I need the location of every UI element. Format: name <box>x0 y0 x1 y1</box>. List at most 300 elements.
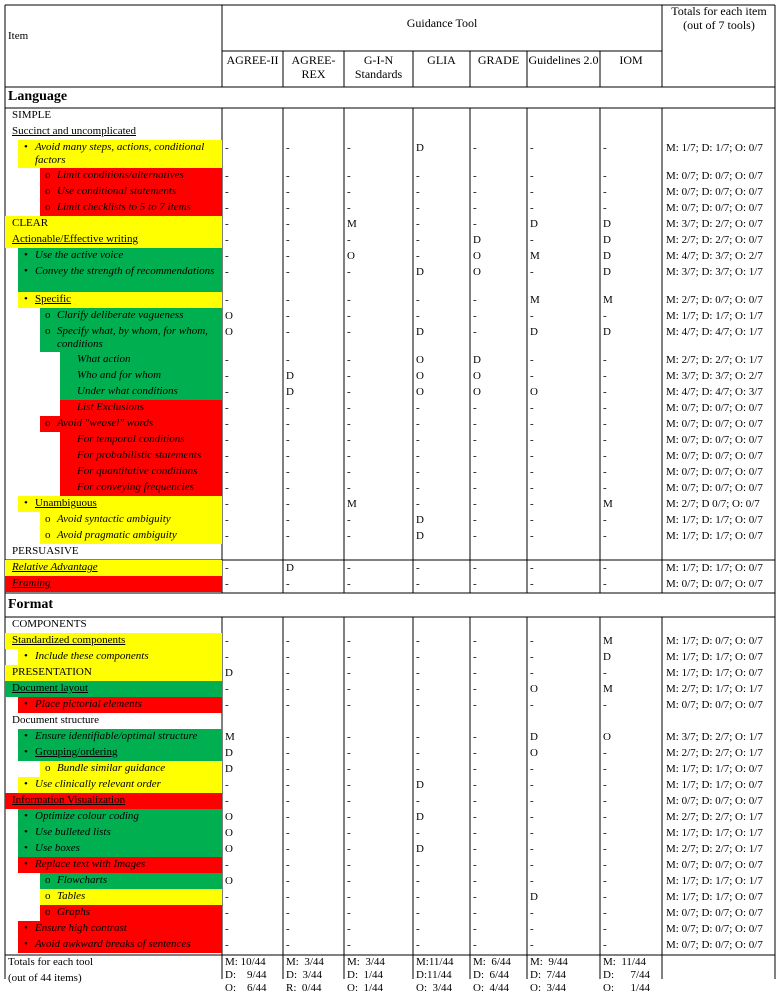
tool-value-cell: - <box>603 939 607 951</box>
tool-value-cell: - <box>286 651 290 663</box>
tool-value-cell: - <box>286 891 290 903</box>
tool-value-cell: - <box>286 402 290 414</box>
row-label: Flowcharts <box>57 874 108 886</box>
tool-value-cell: - <box>473 450 477 462</box>
tool-value-cell: - <box>530 843 534 855</box>
item-total-cell: M: 2/7; D: 2/7; O: 1/7 <box>666 811 763 823</box>
tool-value-cell: - <box>473 699 477 711</box>
tool-value-cell: - <box>603 891 607 903</box>
tool-value-cell: - <box>603 386 607 398</box>
tool-value-cell: - <box>347 907 351 919</box>
tool-value-cell <box>530 126 597 140</box>
tool-value-cell: - <box>347 795 351 807</box>
tool-value-cell: - <box>347 562 351 574</box>
item-total-cell: M: 1/7; D: 1/7; O: 0/7 <box>666 562 763 574</box>
tool-value-cell <box>347 546 410 560</box>
footer-label-sub: (out of 44 items) <box>8 972 82 984</box>
tool-value-cell: - <box>603 186 607 198</box>
tool-value-cell: - <box>603 747 607 759</box>
tool-value-cell: - <box>603 699 607 711</box>
item-total-cell: M: 1/7; D: 1/7; O: 1/7 <box>666 310 763 322</box>
tool-value-cell: - <box>603 578 607 590</box>
tool-value-cell <box>603 110 659 124</box>
tool-value-cell: - <box>286 450 290 462</box>
tool-value-cell: - <box>530 482 534 494</box>
tool-value-cell: - <box>473 907 477 919</box>
tool-total-line: M: 11/44 <box>603 956 646 968</box>
tool-value-cell: - <box>416 635 420 647</box>
tool-value-cell: - <box>416 482 420 494</box>
tool-value-cell: - <box>286 186 290 198</box>
tool-value-cell: - <box>347 186 351 198</box>
item-total-cell: M: 0/7; D: 0/7; O: 0/7 <box>666 186 763 198</box>
item-total-cell: M: 2/7; D: 2/7; O: 0/7 <box>666 234 763 246</box>
tool-value-cell: - <box>603 907 607 919</box>
tool-value-cell <box>603 126 659 140</box>
tool-value-cell: - <box>286 859 290 871</box>
item-total-cell: M: 1/7; D: 1/7; O: 0/7 <box>666 142 763 154</box>
tool-value-cell: - <box>603 402 607 414</box>
item-total-cell <box>666 546 774 560</box>
tool-value-cell: M <box>603 683 613 695</box>
tool-value-cell: - <box>473 562 477 574</box>
row-label: Avoid awkward breaks of sentences <box>35 938 191 950</box>
tool-value-cell <box>416 715 467 729</box>
item-total-cell: M: 0/7; D: 0/7; O: 0/7 <box>666 939 763 951</box>
tool-value-cell <box>286 126 341 140</box>
row-label: Document layout <box>12 682 89 694</box>
row-label: Clarify deliberate vagueness <box>57 309 184 321</box>
row-label: Grouping/ordering <box>35 746 118 758</box>
tool-value-cell: - <box>347 747 351 759</box>
tool-value-cell <box>286 546 341 560</box>
tool-value-cell: - <box>530 875 534 887</box>
bullet-icon: • <box>24 650 28 662</box>
tool-value-cell <box>416 110 467 124</box>
tool-value-cell: D <box>603 326 611 338</box>
tool-value-cell: - <box>603 827 607 839</box>
bullet-icon: • <box>24 826 28 838</box>
row-label: Avoid "weasel" words <box>57 417 154 429</box>
tool-header-3: GLIA <box>427 53 456 67</box>
row-label: Use boxes <box>35 842 80 854</box>
row-label: For temporal conditions <box>77 433 185 445</box>
tool-value-cell <box>603 619 659 633</box>
tool-value-cell: - <box>473 202 477 214</box>
tool-value-cell: - <box>416 699 420 711</box>
tool-value-cell <box>286 619 341 633</box>
tool-value-cell: - <box>603 530 607 542</box>
tool-value-cell: O <box>225 843 233 855</box>
tool-value-cell: - <box>347 482 351 494</box>
tool-value-cell: O <box>473 370 481 382</box>
tool-value-cell: O <box>473 266 481 278</box>
tool-value-cell: - <box>416 667 420 679</box>
tool-value-cell: - <box>603 779 607 791</box>
tool-value-cell: D <box>603 651 611 663</box>
tool-value-cell: - <box>473 578 477 590</box>
tool-value-cell: - <box>286 635 290 647</box>
tool-value-cell: - <box>286 923 290 935</box>
tool-value-cell: - <box>416 939 420 951</box>
bullet-icon: • <box>24 938 28 950</box>
tool-value-cell: - <box>347 170 351 182</box>
hollow-bullet-icon: o <box>45 890 51 902</box>
tool-value-cell: - <box>473 434 477 446</box>
tool-value-cell: - <box>347 667 351 679</box>
tool-value-cell: M <box>530 250 540 262</box>
tool-value-cell: - <box>225 939 229 951</box>
tool-value-cell: - <box>603 763 607 775</box>
tool-value-cell: D <box>416 779 424 791</box>
row-label: Optimize colour coding <box>35 810 139 822</box>
tool-value-cell: - <box>225 482 229 494</box>
tool-value-cell: D <box>416 843 424 855</box>
item-total-cell: M: 3/7; D: 3/7; O: 1/7 <box>666 266 763 278</box>
tool-value-cell: - <box>347 939 351 951</box>
item-total-cell: M: 2/7; D: 2/7; O: 1/7 <box>666 843 763 855</box>
tool-value-cell: O <box>416 354 424 366</box>
tool-value-cell <box>473 126 524 140</box>
item-total-cell <box>666 619 774 633</box>
tool-value-cell: - <box>530 434 534 446</box>
tool-value-cell: - <box>473 795 477 807</box>
tool-value-cell: D <box>473 354 481 366</box>
tool-value-cell: - <box>347 202 351 214</box>
tool-value-cell: - <box>473 923 477 935</box>
tool-value-cell: - <box>530 498 534 510</box>
tool-value-cell <box>530 619 597 633</box>
item-total-cell: M: 3/7; D: 2/7; O: 1/7 <box>666 731 763 743</box>
tool-value-cell: - <box>416 923 420 935</box>
tool-value-cell: D <box>416 811 424 823</box>
section-title-format: Format <box>8 598 54 612</box>
tool-value-cell: - <box>603 514 607 526</box>
tool-value-cell: - <box>603 482 607 494</box>
item-total-cell: M: 0/7; D: 0/7; O: 0/7 <box>666 202 763 214</box>
row-label: Under what conditions <box>77 385 178 397</box>
bullet-icon: • <box>24 922 28 934</box>
tool-value-cell: - <box>225 202 229 214</box>
tool-value-cell: - <box>416 450 420 462</box>
tool-value-cell: - <box>286 779 290 791</box>
tool-value-cell: - <box>416 651 420 663</box>
item-total-cell: M: 2/7; D 0/7; O: 0/7 <box>666 498 760 510</box>
tool-value-cell: - <box>530 514 534 526</box>
item-total-cell: M: 0/7; D: 0/7; O: 0/7 <box>666 402 763 414</box>
tool-value-cell <box>225 715 280 729</box>
tool-value-cell: O <box>225 875 233 887</box>
tool-header-1: AGREE-REX <box>291 53 336 81</box>
tool-value-cell: - <box>473 747 477 759</box>
tool-header-4: GRADE <box>477 53 520 67</box>
tool-value-cell: - <box>347 294 351 306</box>
tool-value-cell: - <box>286 294 290 306</box>
tool-value-cell: - <box>286 482 290 494</box>
item-total-cell: M: 4/7; D: 4/7; O: 3/7 <box>666 386 763 398</box>
tool-value-cell: - <box>347 923 351 935</box>
tool-value-cell: - <box>416 170 420 182</box>
tool-value-cell: D <box>603 250 611 262</box>
tool-header-2: G-I-N Standards <box>354 53 403 81</box>
item-total-cell: M: 1/7; D: 1/7; O: 0/7 <box>666 779 763 791</box>
hollow-bullet-icon: o <box>45 169 51 181</box>
tool-value-cell <box>416 546 467 560</box>
item-total-cell: M: 1/7; D: 0/7; O: 0/7 <box>666 635 763 647</box>
tool-value-cell: - <box>347 859 351 871</box>
bullet-icon: • <box>24 746 28 758</box>
tool-value-cell <box>473 546 524 560</box>
tool-value-cell: - <box>530 578 534 590</box>
tool-value-cell: - <box>473 683 477 695</box>
item-total-cell: M: 1/7; D: 1/7; O: 1/7 <box>666 875 763 887</box>
tool-value-cell: - <box>286 434 290 446</box>
tool-value-cell: - <box>347 530 351 542</box>
tool-value-cell: - <box>286 514 290 526</box>
tool-header-6: IOM <box>619 53 643 67</box>
item-total-cell: M: 0/7; D: 0/7; O: 0/7 <box>666 578 763 590</box>
tool-value-cell: - <box>347 635 351 647</box>
row-label: Avoid syntactic ambiguity <box>57 513 171 525</box>
tool-value-cell: - <box>347 466 351 478</box>
tool-total-line: D: 3/44 <box>286 969 323 981</box>
item-total-cell: M: 0/7; D: 0/7; O: 0/7 <box>666 434 763 446</box>
tool-value-cell <box>225 619 280 633</box>
tool-value-cell: - <box>225 186 229 198</box>
tool-value-cell: - <box>286 498 290 510</box>
row-label: Graphs <box>57 906 91 918</box>
tool-value-cell: - <box>603 450 607 462</box>
tool-value-cell: - <box>603 667 607 679</box>
tool-value-cell: - <box>530 310 534 322</box>
tool-value-cell: - <box>225 795 229 807</box>
tool-value-cell: - <box>416 795 420 807</box>
tool-total-line: D: 9/44 <box>225 969 267 981</box>
item-total-cell: M: 1/7; D: 1/7; O: 0/7 <box>666 763 763 775</box>
tool-value-cell <box>225 126 280 140</box>
tool-value-cell: - <box>286 578 290 590</box>
bullet-icon: • <box>24 497 28 509</box>
tool-total-line: D: 6/44 <box>473 969 510 981</box>
row-label: Actionable/Effective writing <box>12 233 138 245</box>
tool-value-cell: - <box>225 370 229 382</box>
tool-value-cell: - <box>347 266 351 278</box>
bullet-icon: • <box>24 730 28 742</box>
tool-value-cell: D <box>530 218 538 230</box>
column-header-totals-per-item: Totals for each item (out of 7 tools) <box>671 4 767 32</box>
tool-value-cell: - <box>225 578 229 590</box>
tool-value-cell: - <box>473 875 477 887</box>
row-label: Succinct and uncomplicated <box>12 125 137 137</box>
hollow-bullet-icon: o <box>45 874 51 886</box>
tool-value-cell: - <box>530 907 534 919</box>
tool-value-cell: - <box>225 354 229 366</box>
row-label: Tables <box>57 890 86 902</box>
tool-value-cell: - <box>225 250 229 262</box>
tool-value-cell: M <box>225 731 235 743</box>
tool-value-cell: - <box>473 498 477 510</box>
tool-value-cell: - <box>225 562 229 574</box>
tool-value-cell: - <box>530 142 534 154</box>
row-label: COMPONENTS <box>12 618 87 630</box>
hollow-bullet-icon: o <box>45 309 51 321</box>
tool-value-cell: O <box>530 747 538 759</box>
tool-value-cell: D <box>416 530 424 542</box>
tool-value-cell: - <box>416 310 420 322</box>
tool-value-cell: M <box>603 498 613 510</box>
tool-total-line: O: 3/44 <box>416 982 453 994</box>
tool-value-cell: M <box>530 294 540 306</box>
hollow-bullet-icon: o <box>45 185 51 197</box>
tool-value-cell: - <box>473 418 477 430</box>
tool-value-cell: - <box>416 763 420 775</box>
tool-value-cell: - <box>603 875 607 887</box>
tool-total-line: O: 1/44 <box>603 982 651 994</box>
item-total-cell: M: 1/7; D: 1/7; O: 1/7 <box>666 827 763 839</box>
hollow-bullet-icon: o <box>45 529 51 541</box>
tool-value-cell: - <box>473 310 477 322</box>
tool-value-cell: - <box>286 266 290 278</box>
tool-value-cell: D <box>530 731 538 743</box>
tool-value-cell: - <box>286 250 290 262</box>
tool-value-cell: - <box>416 875 420 887</box>
row-label: Use the active voice <box>35 249 124 261</box>
bullet-icon: • <box>24 810 28 822</box>
tool-value-cell: - <box>347 402 351 414</box>
tool-value-cell: M <box>603 635 613 647</box>
section-title-language: Language <box>8 90 68 104</box>
tool-value-cell: - <box>225 530 229 542</box>
row-label: For conveying frequencies <box>77 481 194 493</box>
tool-value-cell: O <box>416 386 424 398</box>
tool-value-cell: - <box>286 763 290 775</box>
bullet-icon: • <box>24 249 28 261</box>
row-label: For quantitative conditions <box>77 465 198 477</box>
tool-value-cell: - <box>286 827 290 839</box>
tool-value-cell: - <box>286 218 290 230</box>
tool-value-cell: - <box>225 635 229 647</box>
tool-value-cell: M <box>347 498 357 510</box>
tool-value-cell: - <box>530 450 534 462</box>
tool-value-cell: - <box>473 635 477 647</box>
item-total-cell: M: 0/7; D: 0/7; O: 0/7 <box>666 170 763 182</box>
tool-total-line: M:11/44 <box>416 956 454 968</box>
tool-value-cell: - <box>286 907 290 919</box>
footer-label: Totals for each tool <box>8 956 94 968</box>
tool-value-cell: - <box>530 402 534 414</box>
tool-value-cell: - <box>225 234 229 246</box>
item-total-cell: M: 0/7; D: 0/7; O: 0/7 <box>666 482 763 494</box>
tool-value-cell: - <box>473 482 477 494</box>
tool-value-cell: - <box>225 651 229 663</box>
bullet-icon: • <box>24 293 28 305</box>
tool-value-cell: M <box>347 218 357 230</box>
item-total-cell: M: 1/7; D: 1/7; O: 0/7 <box>666 891 763 903</box>
tool-value-cell: - <box>416 731 420 743</box>
tool-value-cell <box>530 546 597 560</box>
tool-value-cell: - <box>347 386 351 398</box>
tool-value-cell: - <box>603 811 607 823</box>
tool-value-cell: - <box>286 530 290 542</box>
tool-value-cell: - <box>286 466 290 478</box>
tool-value-cell <box>416 619 467 633</box>
row-label: Limit conditions/alternatives <box>57 169 184 181</box>
row-label: For probabilistic statements <box>77 449 202 461</box>
tool-value-cell: D <box>603 234 611 246</box>
tool-value-cell: - <box>347 843 351 855</box>
tool-total-line: M: 6/44 <box>473 956 511 968</box>
row-label: Bundle similar guidance <box>57 762 166 774</box>
tool-value-cell: - <box>416 578 420 590</box>
tool-value-cell: - <box>416 747 420 759</box>
tool-value-cell: - <box>225 466 229 478</box>
tool-value-cell: - <box>473 827 477 839</box>
row-label: What action <box>77 353 131 365</box>
tool-value-cell: - <box>347 699 351 711</box>
tool-value-cell: - <box>473 811 477 823</box>
hollow-bullet-icon: o <box>45 325 51 337</box>
tool-value-cell: O <box>603 731 611 743</box>
hollow-bullet-icon: o <box>45 201 51 213</box>
tool-value-cell: - <box>473 891 477 903</box>
item-total-cell: M: 1/7; D: 1/7; O: 0/7 <box>666 651 763 663</box>
tool-value-cell: D <box>530 891 538 903</box>
tool-value-cell: - <box>225 779 229 791</box>
tool-value-cell: - <box>416 250 420 262</box>
tool-value-cell: - <box>603 434 607 446</box>
tool-value-cell <box>225 546 280 560</box>
tool-value-cell: D <box>416 326 424 338</box>
row-label: Who and for whom <box>77 369 162 381</box>
tool-value-cell: D <box>225 763 233 775</box>
column-header-item: Item <box>8 30 29 42</box>
tool-value-cell: - <box>286 731 290 743</box>
tool-value-cell: - <box>286 310 290 322</box>
tool-value-cell: - <box>416 202 420 214</box>
item-total-cell: M: 0/7; D: 0/7; O: 0/7 <box>666 466 763 478</box>
tool-value-cell: - <box>416 218 420 230</box>
row-label: Specify what, by whom, for whom, conditions <box>57 325 208 350</box>
tool-value-cell: - <box>286 843 290 855</box>
tool-value-cell <box>603 546 659 560</box>
tool-value-cell: D <box>416 514 424 526</box>
tool-value-cell: - <box>603 466 607 478</box>
bullet-icon: • <box>24 778 28 790</box>
column-header-guidance-tool: Guidance Tool <box>406 16 478 30</box>
tool-value-cell: - <box>225 218 229 230</box>
tool-header-0: AGREE-II <box>226 53 279 67</box>
tool-value-cell: - <box>603 859 607 871</box>
tool-value-cell: - <box>347 891 351 903</box>
tool-value-cell: - <box>530 370 534 382</box>
tool-value-cell: - <box>286 202 290 214</box>
item-total-cell: M: 2/7; D: 2/7; O: 1/7 <box>666 354 763 366</box>
tool-value-cell: - <box>347 827 351 839</box>
item-total-cell: M: 1/7; D: 1/7; O: 0/7 <box>666 530 763 542</box>
item-total-cell: M: 2/7; D: 0/7; O: 0/7 <box>666 294 763 306</box>
tool-total-line: D:11/44 <box>416 969 452 981</box>
tool-value-cell: - <box>225 294 229 306</box>
item-total-cell <box>666 715 774 729</box>
tool-value-cell: - <box>473 530 477 542</box>
item-total-cell: M: 0/7; D: 0/7; O: 0/7 <box>666 418 763 430</box>
tool-value-cell: - <box>347 875 351 887</box>
row-label: Use bulleted lists <box>35 826 111 838</box>
tool-value-cell: - <box>416 859 420 871</box>
row-label: Standardized components <box>12 634 126 646</box>
hollow-bullet-icon: o <box>45 417 51 429</box>
tool-value-cell: - <box>225 142 229 154</box>
